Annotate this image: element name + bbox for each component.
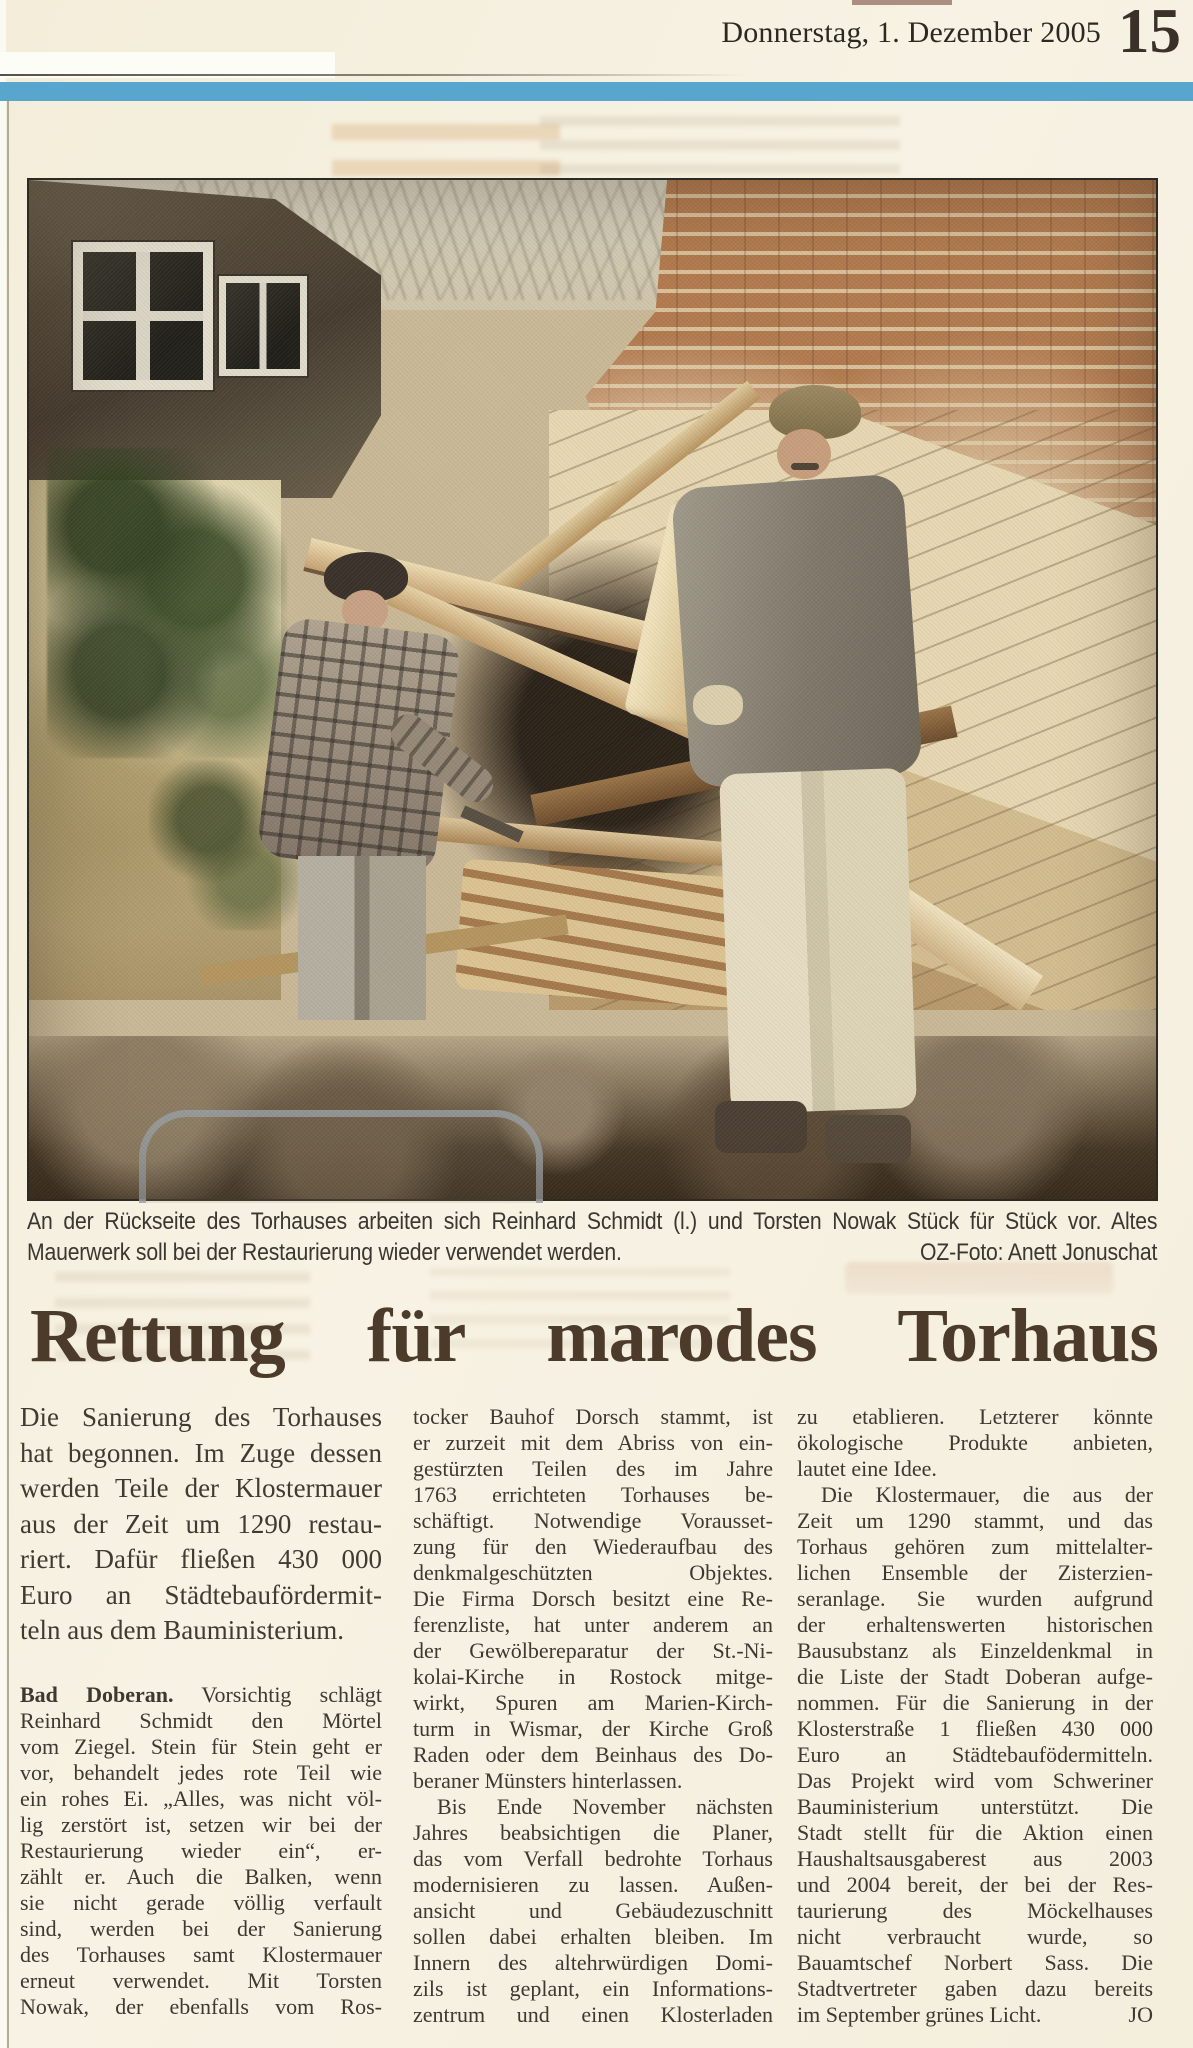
text-line: Torhaus gehören zum mittelalter- xyxy=(797,1534,1153,1559)
text-line: teln aus dem Bauministerium. xyxy=(20,1615,344,1645)
text-line: wirkt, Spuren am Marien-Kirch- xyxy=(413,1690,773,1715)
article-lede xyxy=(20,1400,382,1649)
text-line: ein rohes Ei. „Alles, was nicht völ- xyxy=(20,1786,382,1811)
text-line: werden Teile der Klostermauer xyxy=(20,1473,382,1503)
text-line: Innern des altehrwürdigen Domi- xyxy=(413,1950,773,1975)
text-line: vor, behandelt jedes rote Teil wie xyxy=(20,1760,382,1785)
text-line: sie nicht gerade völlig verfault xyxy=(20,1890,382,1915)
text-line: Die Klostermauer, die aus der xyxy=(821,1482,1153,1507)
text-line: Bausubstanz als Einzeldenkmal in xyxy=(797,1638,1153,1663)
caption-line xyxy=(27,1237,1157,1268)
article-column-2 xyxy=(413,1404,773,2028)
scan-mark xyxy=(852,0,952,5)
text-line: Haushaltsausgaberest aus 2003 xyxy=(797,1846,1153,1871)
bleedthrough-smudge xyxy=(332,106,560,176)
photo-vignette xyxy=(29,180,1156,1199)
header-divider-band xyxy=(0,82,1193,101)
text-line: lichen Ensemble der Zisterzien- xyxy=(797,1560,1153,1585)
text-line: ansicht und Gebäudezuschnitt xyxy=(413,1898,773,1923)
text-line: taurierung des Möckelhauses xyxy=(797,1898,1153,1923)
text-line: aus der Zeit um 1290 restau- xyxy=(20,1508,382,1539)
text-line: hat begonnen. Im Zuge dessen xyxy=(20,1437,382,1468)
text-line: nommen. Für die Sanierung in der xyxy=(797,1690,1153,1715)
text-line: zu etablieren. Letzterer könnte xyxy=(797,1404,1153,1429)
text-line: seranlage. Sie wurden aufgrund xyxy=(797,1586,1153,1611)
article-headline: Rettung für marodes Torhaus xyxy=(30,1294,1158,1378)
text-line: Das Projekt wird vom Schweriner xyxy=(797,1768,1153,1793)
text-line: Euro an Städtebaufördermit- xyxy=(20,1579,382,1610)
scan-edge xyxy=(0,0,6,2048)
text-line: die Liste der Stadt Doberan aufge- xyxy=(797,1664,1153,1689)
text-line: modernisieren zu lassen. Außen- xyxy=(413,1872,773,1897)
text-line: des Torhauses samt Klostermauer xyxy=(20,1942,382,1967)
text-line: tocker Bauhof Dorsch stammt, ist xyxy=(413,1404,773,1429)
text-line: turm in Wismar, der Kirche Groß xyxy=(413,1716,773,1741)
text-line: Nowak, der ebenfalls vom Ros- xyxy=(20,1994,382,2019)
page-date: Donnerstag, 1. Dezember 2005 xyxy=(721,16,1101,49)
text-line: Stadtvertreter gaben dazu bereits xyxy=(797,1976,1153,2001)
text-line: der Gewölbereparatur der St.-Ni- xyxy=(413,1638,773,1663)
text-line: kolai-Kirche in Rostock mitge- xyxy=(413,1664,773,1689)
page-number: 15 xyxy=(1118,0,1181,66)
text-line: der erhaltenswerten historischen xyxy=(797,1612,1153,1637)
text-line: Reinhard Schmidt den Mörtel xyxy=(20,1708,382,1733)
text-line: schäftigt. Notwendige Vorausset- xyxy=(413,1508,773,1533)
text-line: lautet eine Idee. xyxy=(797,1456,937,1481)
text-line: denkmalgeschützten Objektes. xyxy=(413,1560,773,1585)
text-line: ferenzliste, hat unter anderem an xyxy=(413,1612,773,1637)
text-line: und 2004 bereit, der bei der Res- xyxy=(797,1872,1153,1897)
article-column-1 xyxy=(20,1682,382,2020)
text-line: zils ist geplant, ein Informations- xyxy=(413,1976,773,2001)
text-line: Klosterstraße 1 fließen 430 000 xyxy=(797,1716,1153,1741)
text-line: er zurzeit mit dem Abriss von ein- xyxy=(413,1430,773,1455)
caption-line: An der Rückseite des Torhauses arbeiten sich Reinhard Schmidt (l.) und Torsten Nowak Stück für Stück vor. Altes xyxy=(27,1208,1158,1235)
text-line: sind, werden bei der Sanierung xyxy=(20,1916,382,1941)
text-line: gestürzten Teilen des im Jahre xyxy=(413,1456,773,1481)
header-rule xyxy=(0,74,748,76)
article-photo xyxy=(27,178,1158,1201)
text-line: Stadt stellt für die Aktion einen xyxy=(797,1820,1153,1845)
text-line: zählt er. Auch die Balken, wenn xyxy=(20,1864,382,1889)
text-line: Bauministerium unterstützt. Die xyxy=(797,1794,1153,1819)
text-line: sollen dabei erhalten bleiben. Im xyxy=(413,1924,773,1949)
text-line: Bis Ende November nächsten xyxy=(437,1794,773,1819)
text-line: im September grünes Licht. JO xyxy=(797,2002,1153,2027)
text-line: ökologische Produkte anbieten, xyxy=(797,1430,1153,1455)
text-line: Bauamtschef Norbert Sass. Die xyxy=(797,1950,1153,1975)
text-line: das vom Verfall bedrohte Torhaus xyxy=(413,1846,773,1871)
text-line: Jahres beabsichtigen die Planer, xyxy=(413,1820,773,1845)
text-line: Restaurierung wieder ein“, er- xyxy=(20,1838,382,1863)
text-line: lig zerstört ist, setzen wir bei der xyxy=(20,1812,382,1837)
text-line: Zeit um 1290 stammt, und das xyxy=(797,1508,1153,1533)
text-line: Die Sanierung des Torhauses xyxy=(20,1402,382,1432)
text-line: nicht verbraucht wurde, so xyxy=(797,1924,1153,1949)
text-line: riert. Dafür fließen 430 000 xyxy=(20,1544,382,1574)
text-line: Euro an Städtebaufödermitteln. xyxy=(797,1742,1153,1767)
photo-credit: OZ-Foto: Anett Jonuschat xyxy=(920,1239,1158,1266)
photo-caption xyxy=(27,1206,1157,1268)
text-line: Bad Doberan. Vorsichtig schlägt xyxy=(20,1682,382,1707)
text-line: vom Ziegel. Stein für Stein geht er xyxy=(20,1734,382,1759)
text-line: 1763 errichteten Torhauses be- xyxy=(413,1482,773,1507)
scan-edge-line xyxy=(7,88,9,2048)
text-line: Raden oder dem Beinhaus des Do- xyxy=(413,1742,773,1767)
text-line: erneut verwendet. Mit Torsten xyxy=(20,1968,382,1993)
text-line: Die Firma Dorsch besitzt eine Re- xyxy=(413,1586,773,1611)
caption-text: Mauerwerk soll bei der Restaurierung wieder verwendet werden. xyxy=(27,1239,622,1266)
text-line: zung für den Wiederaufbau des xyxy=(413,1534,773,1559)
bleedthrough-smudge xyxy=(540,112,900,174)
text-line: zentrum und einen Klosterladen xyxy=(413,2002,773,2027)
text-line: beraner Münsters hinterlassen. xyxy=(413,1768,683,1793)
article-column-3 xyxy=(797,1404,1153,2028)
